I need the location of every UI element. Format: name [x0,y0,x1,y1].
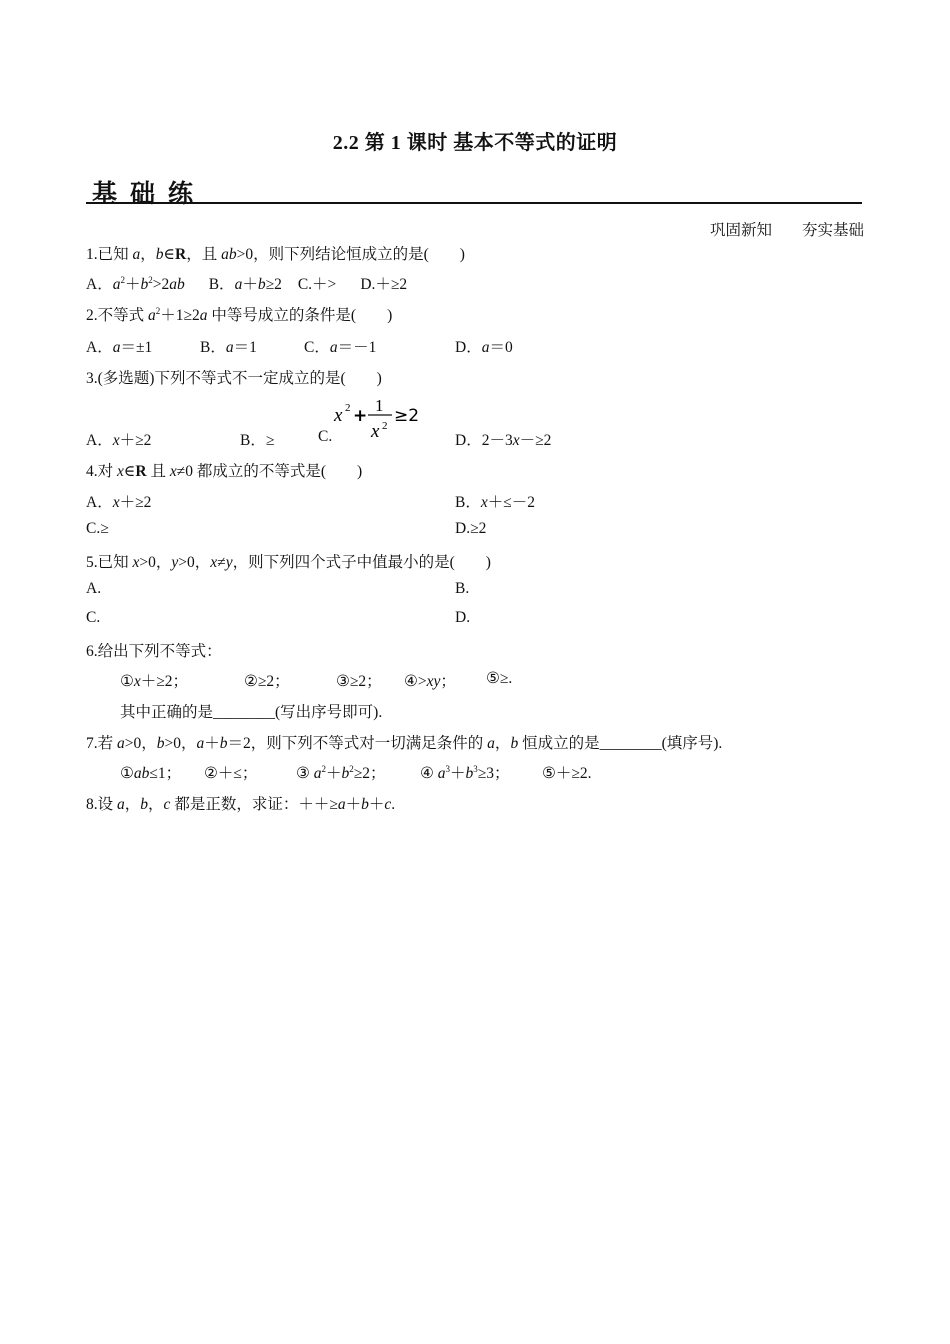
question-7-item-1: ①ab≤1； [120,765,182,782]
svg-text:≥2: ≥2 [394,406,420,426]
question-4-option-D: D.≥2 [455,520,487,537]
question-6-item-2: ②≥2； [244,673,290,690]
section-heading: 基础练 [92,179,207,208]
question-3-option-A: A．x＋≥2 [86,432,152,449]
question-3-option-D: D．2－3x－≥2 [455,432,552,449]
question-4-option-C: C.≥ [86,520,109,537]
question-2-option-C: C．a＝－1 [304,339,377,356]
page-title: 2.2 第 1 课时 基本不等式的证明 [332,132,618,154]
svg-text:+: + [353,406,368,426]
question-3-option-C: C. [318,428,333,445]
option-A: A．$a^2+b^2>2ab$ [86,275,185,293]
svg-text:x: x [371,421,380,442]
question-4-stem: 4.对 x∈R 且 x≠0 都成立的不等式是( ) [86,463,363,480]
option-B: B．a＋b≥2 [208,276,282,293]
question-8-stem: 8.设 a，b，c 都是正数，求证：＋＋≥a＋b＋c. [86,796,396,813]
question-6-item-4: ④>xy； [404,673,456,690]
question-5-option-A: A. [86,580,102,597]
section-subtitle [680,218,864,240]
question-5-option-C: C. [86,609,101,626]
question-4-option-A: A．x＋≥2 [86,494,152,511]
section-sub-left: 巩固新知 [709,222,772,239]
question-5-option-B: B. [455,580,470,597]
question-3-stem: 3.(多选题)下列不等式不一定成立的是( ) [86,370,382,387]
option-C: C.＋> [297,276,337,293]
svg-text:2: 2 [345,402,351,414]
question-6-answer-prompt: 其中正确的是________(写出序号即可). [120,704,383,721]
question-5-stem: 5.已知 x>0，y>0，x≠y，则下列四个式子中值最小的是( ) [86,554,491,571]
svg-text:x: x [334,405,343,426]
question-2-option-A: A．a＝±1 [86,339,153,356]
question-1-options [86,272,407,294]
question-2-stem: 2.不等式 $a^2+1\ge 2a$ 中等号成立的条件是( ) [86,306,393,324]
question-2-option-B: B．a＝1 [200,339,257,356]
question-3-option-B: B．≥ [240,432,275,449]
question-7-item-2: ②＋≤； [204,765,258,782]
question-7-item-3: ③ $a^2+b^2\ge 2$； [296,764,386,782]
question-6-item-3: ③≥2； [336,673,382,690]
question-3-option-C-formula [330,393,430,445]
question-7-item-4: ④ $a^3+b^3\ge 3$； [420,764,510,782]
question-6-stem: 6.给出下列不等式： [86,643,222,660]
question-5-option-D: D. [455,609,471,626]
section-divider [86,202,862,204]
question-6-item-5: ⑤≥. [486,670,513,687]
option-D: D.＋≥2 [360,276,408,293]
question-2-option-D: D．a＝0 [455,339,513,356]
question-1-stem: 1.已知 a，b∈R，且 ab>0，则下列结论恒成立的是( ) [86,246,465,263]
svg-text:1: 1 [375,396,384,415]
svg-text:2: 2 [382,420,388,432]
question-4-option-B: B．x＋≤－2 [455,494,535,511]
question-6-item-1: ①x＋≥2； [120,673,189,690]
question-7-item-5: ⑤＋≥2. [542,765,592,782]
section-sub-right: 夯实基础 [801,222,864,239]
question-7-stem: 7.若 a>0，b>0，a＋b＝2，则下列不等式对一切满足条件的 a，b 恒成立的是________(填序号). [86,735,723,752]
